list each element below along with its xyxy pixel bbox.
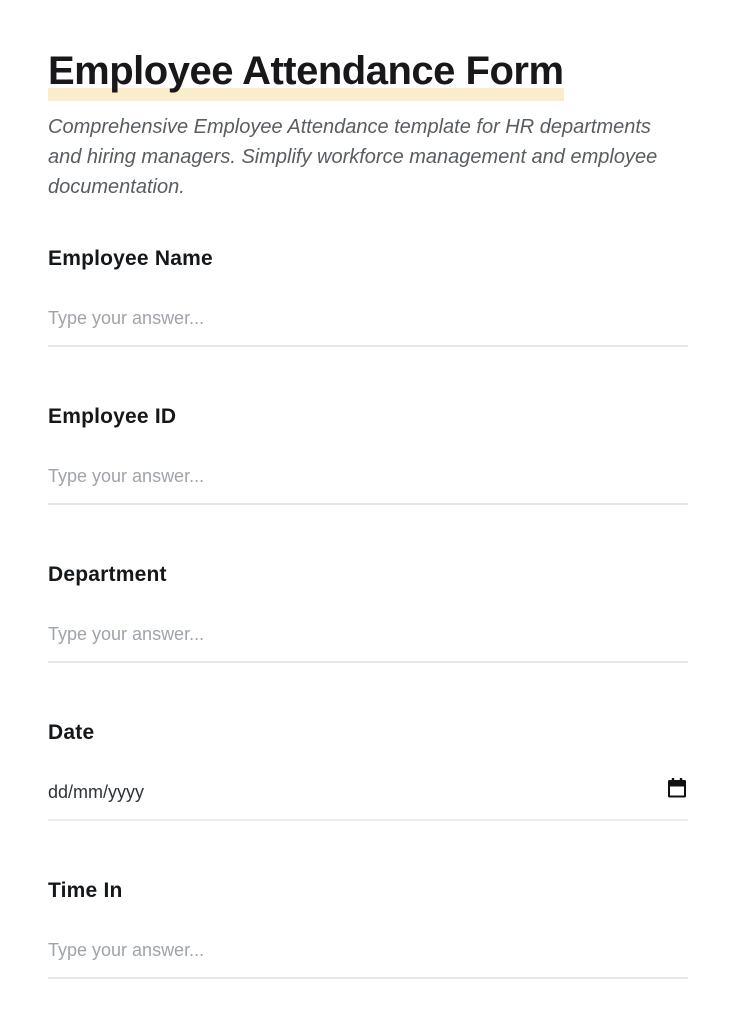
field-input-row (48, 604, 688, 663)
page-title-text: Employee Attendance Form (48, 49, 564, 101)
form-field-department (48, 562, 688, 663)
calendar-icon[interactable] (666, 776, 688, 800)
form-field-date (48, 720, 688, 821)
field-label: Department (48, 563, 167, 586)
field-input-employee-id[interactable] (48, 446, 688, 505)
field-input-row (48, 762, 688, 821)
field-input-date[interactable] (48, 762, 688, 821)
field-input-time-in[interactable] (48, 920, 688, 979)
field-input-row (48, 920, 688, 979)
form-fields (48, 246, 688, 979)
form-description: Comprehensive Employee Attendance template for HR departments and hiring managers. Simplify workforce management and employee documentation. (48, 116, 658, 198)
field-label: Time In (48, 879, 123, 902)
page-title (48, 50, 688, 92)
form-field-employee-name (48, 246, 688, 347)
form-field-employee-id (48, 404, 688, 505)
field-label: Employee ID (48, 405, 177, 428)
field-input-row (48, 446, 688, 505)
form-field-time-in (48, 878, 688, 979)
field-input-employee-name[interactable] (48, 288, 688, 347)
field-label: Employee Name (48, 247, 213, 270)
form-page (48, 0, 688, 979)
field-input-department[interactable] (48, 604, 688, 663)
field-label: Date (48, 721, 95, 744)
field-input-row (48, 288, 688, 347)
